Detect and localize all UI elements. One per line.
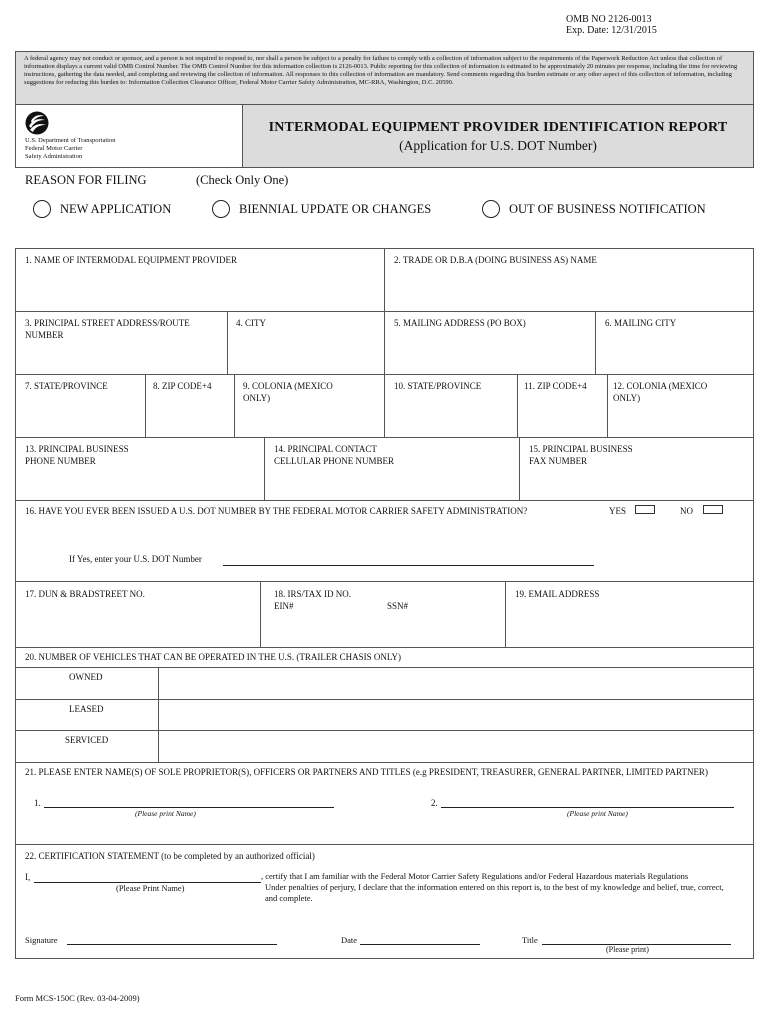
- title-label: Title: [522, 935, 538, 945]
- field-16-label: 16. HAVE YOU EVER BEEN ISSUED A U.S. DOT NUMBER BY THE FEDERAL MOTOR CARRIER SAFETY ADMINISTRATION?: [25, 506, 528, 516]
- radio-biennial-update[interactable]: BIENNIAL UPDATE OR CHANGES: [212, 200, 431, 218]
- omb-number: OMB NO 2126-0013: [566, 14, 652, 25]
- field-4-label: 4. CITY: [236, 318, 266, 328]
- field-19-label: 19. EMAIL ADDRESS: [515, 589, 600, 599]
- reason-hint: (Check Only One): [196, 173, 289, 187]
- ein-label: EIN#: [274, 601, 294, 611]
- dot-logo-icon: [25, 111, 49, 135]
- field-15-label: 15. PRINCIPAL BUSINESS FAX NUMBER: [529, 444, 633, 466]
- field-3-label: 3. PRINCIPAL STREET ADDRESS/ROUTE NUMBER: [25, 318, 190, 340]
- field-14-label: 14. PRINCIPAL CONTACT CELLULAR PHONE NUMBER: [274, 444, 395, 466]
- no-label: NO: [680, 506, 693, 516]
- signature-label: Signature: [25, 935, 58, 945]
- title-hint: (Please print): [606, 945, 649, 954]
- field-5-label: 5. MAILING ADDRESS (PO BOX): [394, 318, 526, 328]
- form-footer: Form MCS-150C (Rev. 03-04-2009): [15, 993, 140, 1003]
- name-1-hint: (Please print Name): [135, 809, 196, 818]
- paperwork-notice: A federal agency may not conduct or sponsor, and a person is not required to respond to, nor shall a person be subject to a penalty for failure to comply with a collection of information subject to the requirements of the Paperwork Reduction Act unless that collection of information displays a current valid OMB Control Number. The OMB Control Number for this information collection is 2126-0013. Public reporting for this collection of information is estimated to be approximately 20 minutes per response, including the time for reviewing instructions, gathering the data needed, and completing and reviewing the collection of information. All responses to this collection of information are mandatory. Send comments regarding this burden estimate or any other aspect of this collection of information, including suggestions for reducing this burden to: Information Collection Clearance Officer, Federal Motor Carrier Safety Administration, MC-RRA, Washington, D.C. 20590.: [15, 51, 754, 105]
- leased-label: LEASED: [69, 704, 104, 714]
- owned-label: OWNED: [69, 672, 103, 682]
- form-header: [15, 105, 754, 168]
- field-13-label: 13. PRINCIPAL BUSINESS PHONE NUMBER: [25, 444, 129, 466]
- dot-number-label: If Yes, enter your U.S. DOT Number: [69, 554, 202, 564]
- reason-label: REASON FOR FILING: [25, 173, 147, 187]
- date-label: Date: [341, 935, 358, 945]
- title-block: [243, 105, 753, 167]
- radio-circle-icon[interactable]: [482, 200, 500, 218]
- name-2-hint: (Please print Name): [567, 809, 628, 818]
- form-title: INTERMODAL EQUIPMENT PROVIDER IDENTIFICATION REPORT: [268, 120, 728, 135]
- form-subtitle: (Application for U.S. DOT Number): [399, 138, 597, 153]
- field-17-label: 17. DUN & BRADSTREET NO.: [25, 589, 145, 599]
- radio-circle-icon[interactable]: [33, 200, 51, 218]
- field-20-label: 20. NUMBER OF VEHICLES THAT CAN BE OPERATED IN THE U.S. (TRAILER CHASIS ONLY): [25, 652, 401, 662]
- yes-checkbox[interactable]: [635, 505, 655, 514]
- dot-number-line[interactable]: [223, 565, 594, 566]
- field-9-label: 9. COLONIA (MEXICO ONLY): [243, 381, 333, 403]
- field-21-label: 21. PLEASE ENTER NAME(S) OF SOLE PROPRIETOR(S), OFFICERS OR PARTNERS AND TITLES (e.g PRESIDENT, TREASURER, GENERAL PARTNER, LIMITED PARTNER): [25, 767, 708, 777]
- exp-date: Exp. Date: 12/31/2015: [566, 25, 657, 36]
- agency-block: [16, 105, 243, 167]
- ssn-label: SSN#: [387, 601, 409, 611]
- field-18-label: 18. IRS/TAX ID NO.: [274, 589, 352, 599]
- field-8-label: 8. ZIP CODE+4: [153, 381, 212, 391]
- yes-label: YES: [609, 506, 627, 516]
- field-7-label: 7. STATE/PROVINCE: [25, 381, 108, 391]
- field-2-label: 2. TRADE OR D.B.A (DOING BUSINESS AS) NAME: [394, 255, 597, 265]
- field-1-label: 1. NAME OF INTERMODAL EQUIPMENT PROVIDER: [25, 255, 238, 265]
- name-2-label: 2.: [431, 798, 438, 808]
- cert-text: , certify that I am familiar with the Federal Motor Carrier Safety Regulations and/or Federal Hazardous materials Regulations Under penalties of perjury, I declare that the information entered on this report is, to the best of my knowledge and belief, true, correct, and complete.: [261, 871, 724, 903]
- field-6-label: 6. MAILING CITY: [605, 318, 677, 328]
- field-11-label: 11. ZIP CODE+4: [524, 381, 587, 391]
- field-12-label: 12. COLONIA (MEXICO ONLY): [613, 381, 708, 403]
- serviced-label: SERVICED: [65, 735, 109, 745]
- omb-info: [566, 14, 657, 36]
- signature-line[interactable]: [67, 944, 277, 945]
- no-checkbox[interactable]: [703, 505, 723, 514]
- radio-new-application[interactable]: NEW APPLICATION: [33, 200, 171, 218]
- agency-name: U.S. Department of Transportation Federal Motor Carrier Safety Administration: [25, 137, 116, 160]
- field-10-label: 10. STATE/PROVINCE: [394, 381, 482, 391]
- date-line[interactable]: [360, 944, 480, 945]
- field-22-label: 22. CERTIFICATION STATEMENT (to be completed by an authorized official): [25, 851, 315, 861]
- radio-circle-icon[interactable]: [212, 200, 230, 218]
- name-1-label: 1.: [34, 798, 41, 808]
- form-grid: [15, 248, 754, 959]
- radio-out-of-business[interactable]: OUT OF BUSINESS NOTIFICATION: [482, 200, 706, 218]
- cert-i-label: I,: [25, 872, 31, 882]
- cert-name-hint: (Please Print Name): [116, 883, 185, 893]
